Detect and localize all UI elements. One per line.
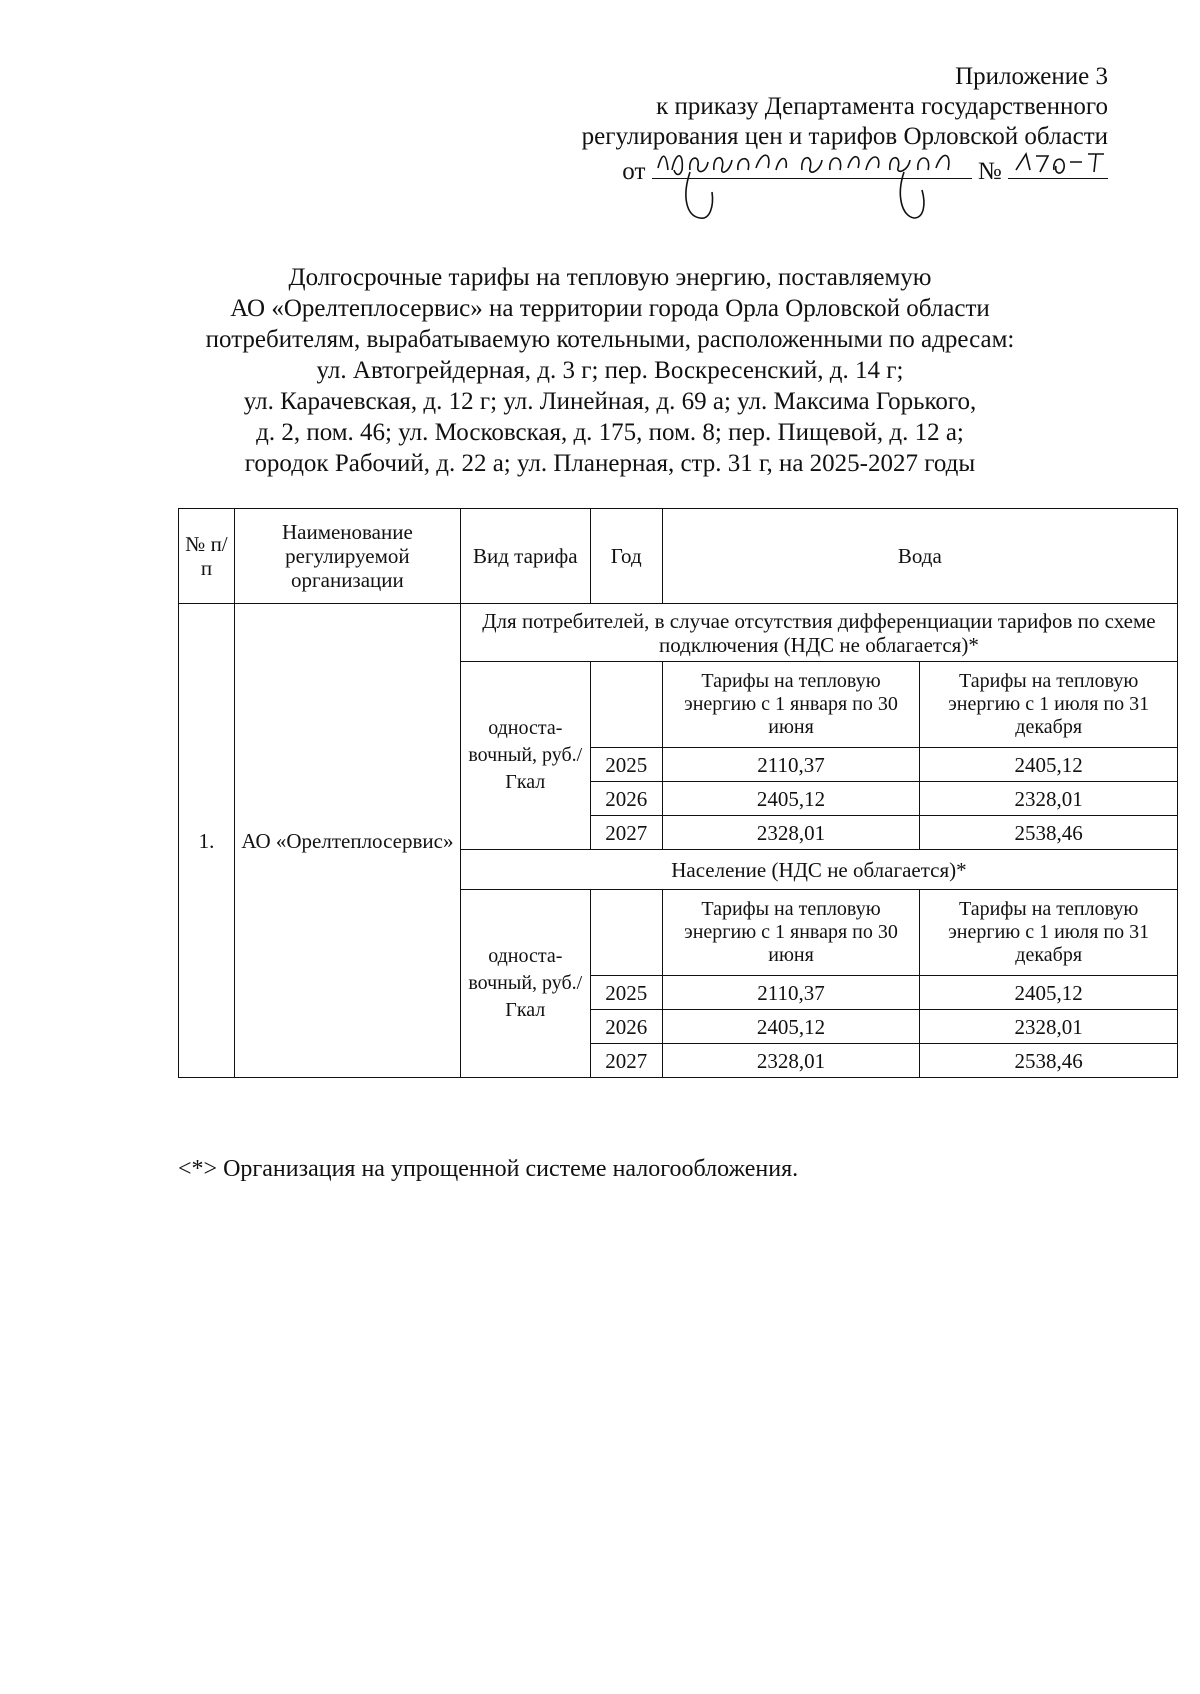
value-jan-jun: 2110,37 xyxy=(662,748,920,782)
value-jan-jun: 2405,12 xyxy=(662,782,920,816)
tariff-type: односта-вочный, руб./Гкал xyxy=(460,662,590,850)
footnote: <*> Организация на упрощенной системе налогообложения. xyxy=(178,1156,799,1182)
appendix-order-ref: к приказу Департамента государственного xyxy=(656,93,1108,120)
col-jul-dec-header: Тарифы на тепловую энергию с 1 июля по 31 декабря xyxy=(920,662,1178,748)
value-jul-dec: 2405,12 xyxy=(920,748,1178,782)
section-title: Для потребителей, в случае отсутствия дифференциации тарифов по схеме подключения (НДС не облагается)* xyxy=(460,604,1177,662)
title-line: Долгосрочные тарифы на тепловую энергию, поставляемую xyxy=(288,264,932,291)
order-date-number-line xyxy=(468,152,1108,187)
value-jan-jun: 2110,37 xyxy=(662,976,920,1010)
col-jan-jun-header: Тарифы на тепловую энергию с 1 января по 30 июня xyxy=(662,662,920,748)
value-jul-dec: 2538,46 xyxy=(920,816,1178,850)
org-name: АО «Орелтеплосервис» xyxy=(234,604,460,1078)
section-title: Население (НДС не облагается)* xyxy=(460,850,1177,890)
empty-year-header xyxy=(590,890,662,976)
year-cell: 2027 xyxy=(590,1044,662,1078)
header-num: № п/п xyxy=(179,509,235,604)
header-year: Год xyxy=(590,509,662,604)
appendix-header xyxy=(468,62,1108,187)
header-org: Наименование регулируемой организации xyxy=(234,509,460,604)
year-cell: 2025 xyxy=(590,748,662,782)
tariff-table xyxy=(178,508,1178,1078)
table-header-row xyxy=(179,509,1178,604)
number-label: № xyxy=(977,158,1002,185)
appendix-department: регулирования цен и тарифов Орловской области xyxy=(581,123,1108,150)
appendix-number: Приложение 3 xyxy=(955,63,1108,90)
col-jan-jun-header: Тарифы на тепловую энергию с 1 января по 30 июня xyxy=(662,890,920,976)
title-line: ул. Автогрейдерная, д. 3 г; пер. Воскресенский, д. 14 г; xyxy=(316,357,904,384)
value-jul-dec: 2538,46 xyxy=(920,1044,1178,1078)
year-cell: 2025 xyxy=(590,976,662,1010)
empty-year-header xyxy=(590,662,662,748)
handwritten-number-signature xyxy=(1008,146,1108,186)
value-jan-jun: 2328,01 xyxy=(662,1044,920,1078)
value-jan-jun: 2328,01 xyxy=(662,816,920,850)
value-jul-dec: 2328,01 xyxy=(920,782,1178,816)
title-line: ул. Карачевская, д. 12 г; ул. Линейная, д. 69 а; ул. Максима Горького, xyxy=(243,388,977,415)
tariff-type: односта-вочный, руб./Гкал xyxy=(460,890,590,1078)
title-line: потребителям, вырабатываемую котельными, расположенными по адресам: xyxy=(205,326,1015,353)
value-jan-jun: 2405,12 xyxy=(662,1010,920,1044)
row-number: 1. xyxy=(179,604,235,1078)
tariff-table-wrapper xyxy=(178,508,1178,1078)
header-type: Вид тарифа xyxy=(460,509,590,604)
title-line: д. 2, пом. 46; ул. Московская, д. 175, пом. 8; пер. Пищевой, д. 12 а; xyxy=(256,419,964,446)
handwritten-date xyxy=(652,152,972,179)
handwritten-date-signature xyxy=(652,146,972,236)
handwritten-number xyxy=(1008,152,1108,179)
year-cell: 2026 xyxy=(590,1010,662,1044)
title-line: АО «Орелтеплосервис» на территории города Орла Орловской области xyxy=(230,295,990,322)
value-jul-dec: 2328,01 xyxy=(920,1010,1178,1044)
title-line: городок Рабочий, д. 22 а; ул. Планерная, стр. 31 г, на 2025-2027 годы xyxy=(244,450,976,477)
value-jul-dec: 2405,12 xyxy=(920,976,1178,1010)
year-cell: 2026 xyxy=(590,782,662,816)
col-jul-dec-header: Тарифы на тепловую энергию с 1 июля по 31 декабря xyxy=(920,890,1178,976)
year-cell: 2027 xyxy=(590,816,662,850)
section-title-row xyxy=(179,604,1178,662)
header-water: Вода xyxy=(662,509,1177,604)
from-label: от xyxy=(622,158,646,185)
document-title xyxy=(150,262,1070,479)
